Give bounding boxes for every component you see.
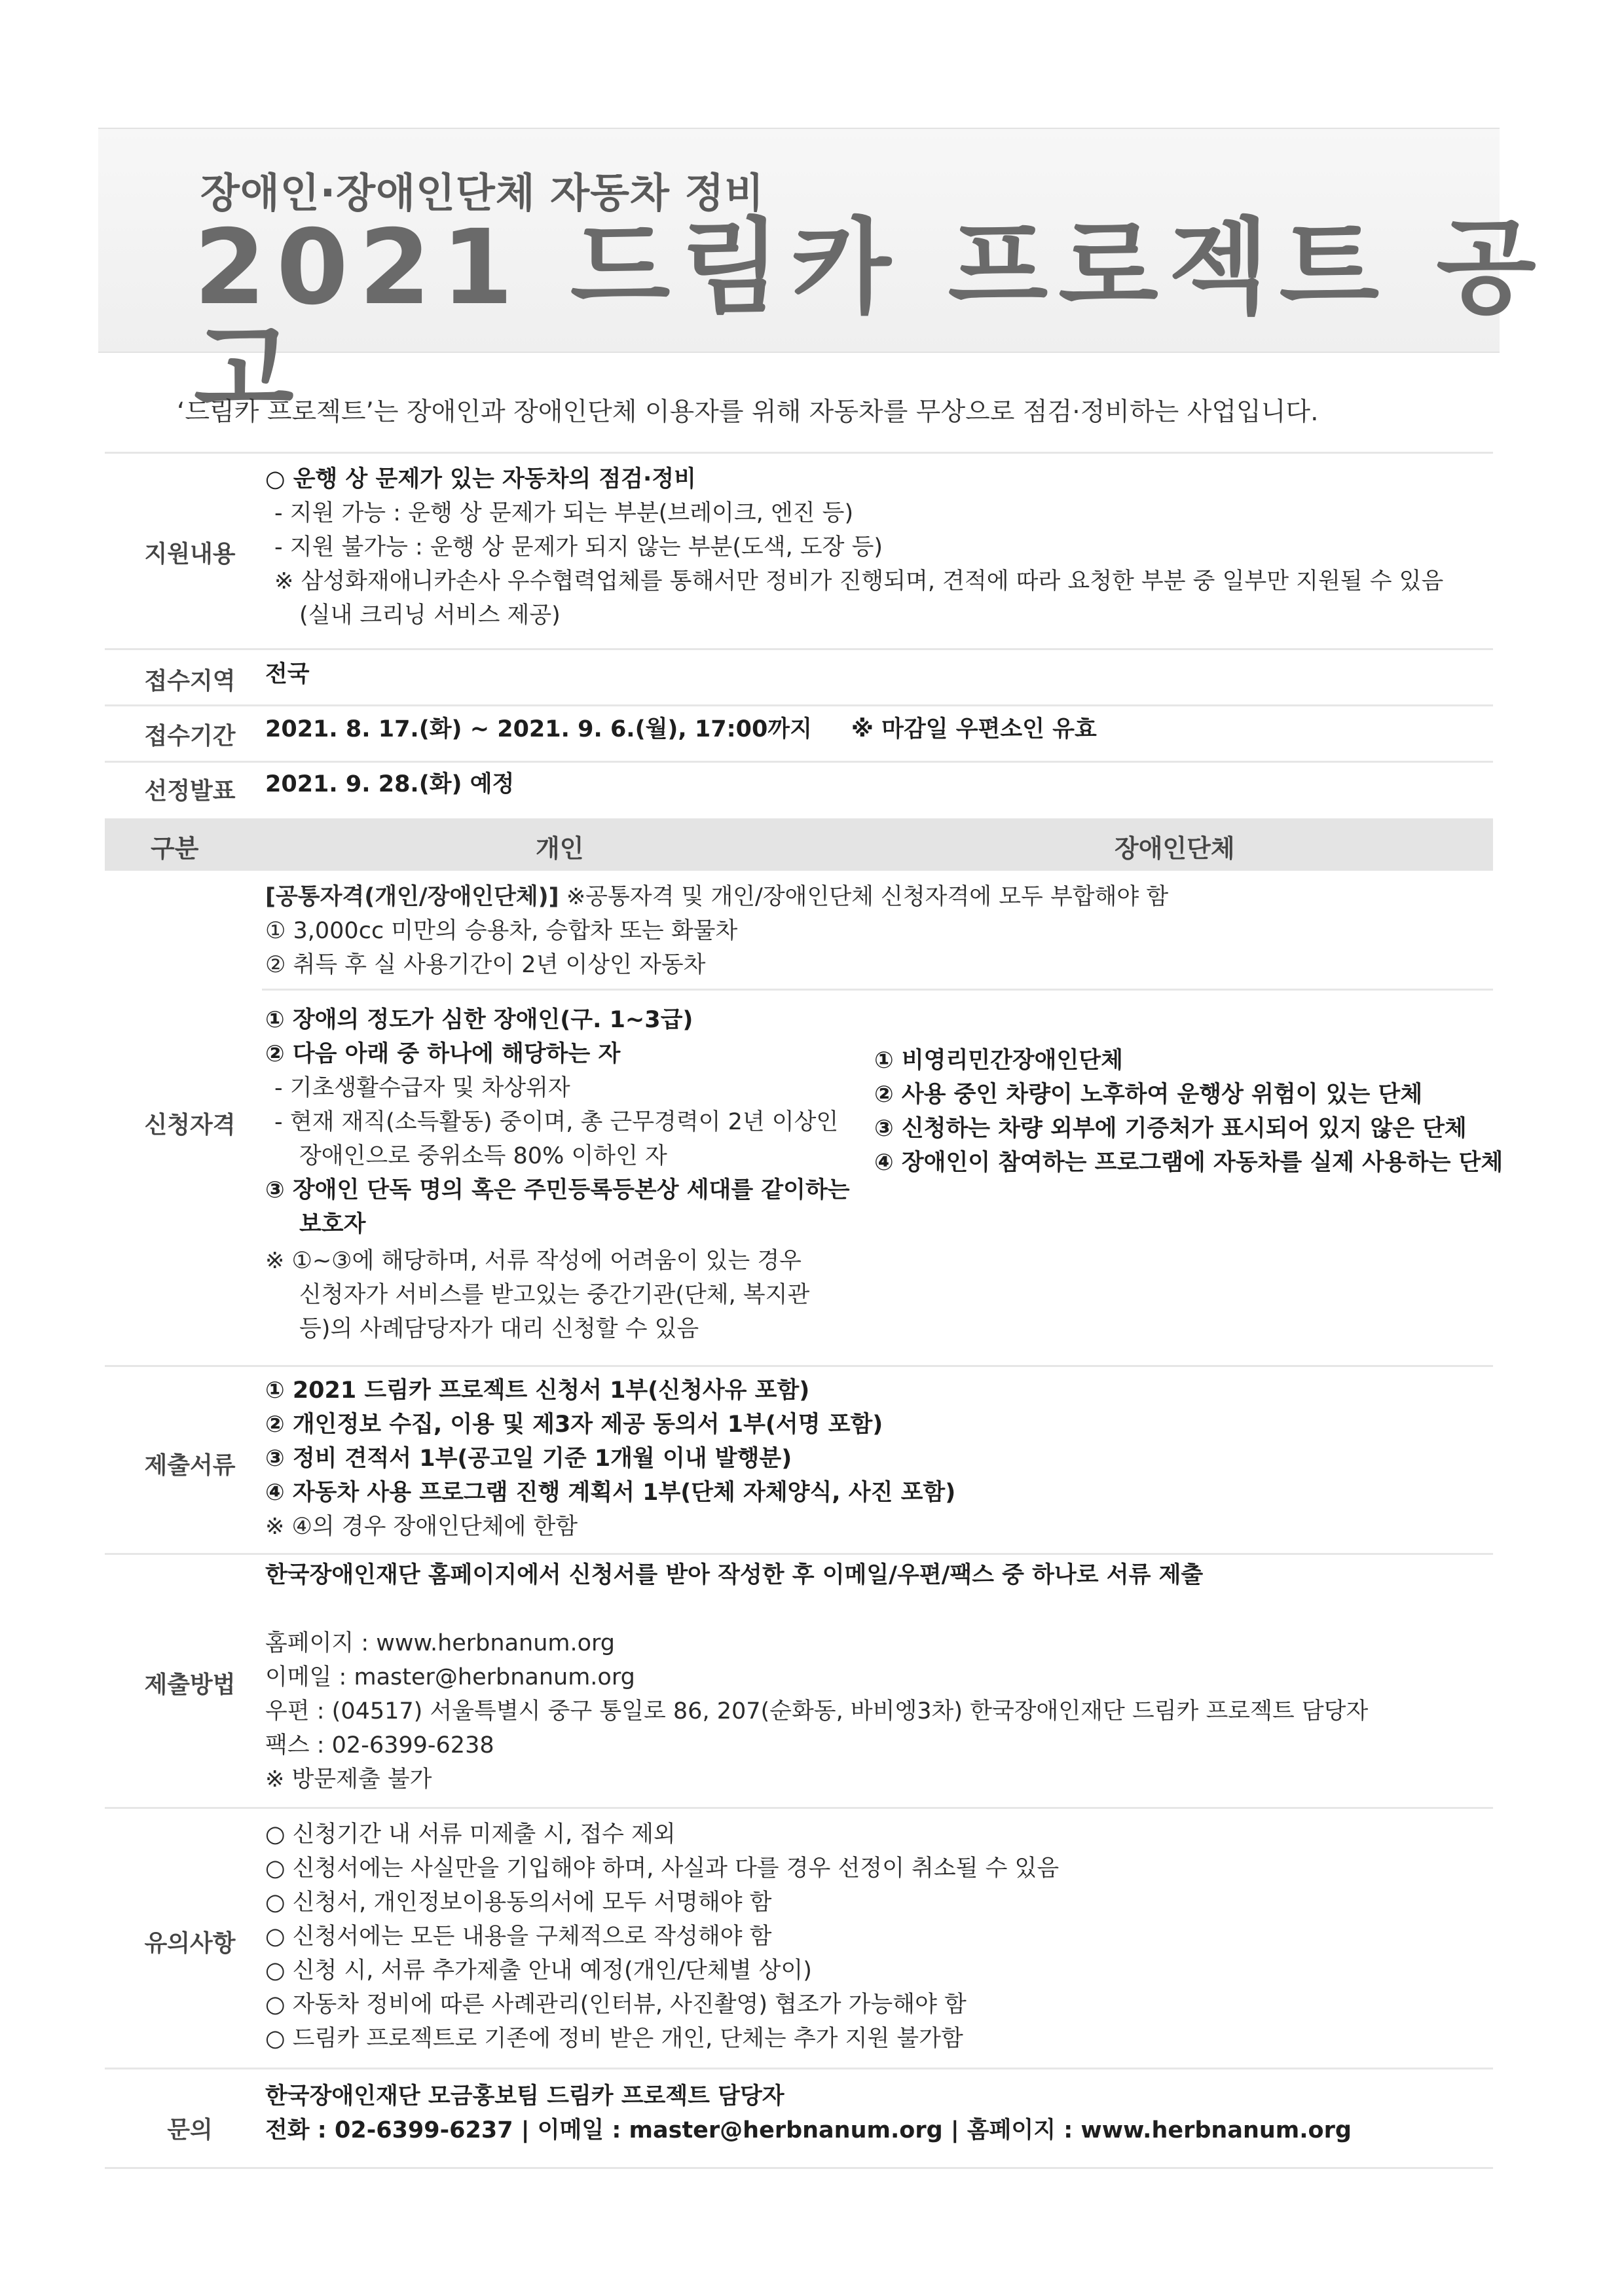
individual-item: 보호자 <box>299 1211 366 1237</box>
divider <box>105 2167 1493 2169</box>
header-individual: 개인 <box>536 834 584 863</box>
notes-label: 유의사항 <box>144 1930 236 1957</box>
individual-item: ① 장애의 정도가 심한 장애인(구. 1~3급) <box>265 1007 693 1033</box>
divider <box>105 704 1493 706</box>
individual-note-line: ※ ①~③에 해당하며, 서류 작성에 어려움이 있는 경우 <box>265 1248 802 1274</box>
method-line: 홈페이지 : www.herbnanum.org <box>265 1630 616 1656</box>
divider <box>105 452 1493 454</box>
document-item: ① 2021 드림카 프로젝트 신청서 1부(신청사유 포함) <box>265 1377 810 1404</box>
region-value: 전국 <box>265 661 310 687</box>
note-item: ○ 자동차 정비에 따른 사례관리(인터뷰, 사진촬영) 협조가 가능해야 함 <box>265 1992 967 2018</box>
group-item: ② 사용 중인 차량이 노후하여 운행상 위험이 있는 단체 <box>874 1082 1423 1108</box>
method-content <box>265 1558 1368 1796</box>
common-note: ※공통자격 및 개인/장애인단체 신청자격에 모두 부합해야 함 <box>559 884 1169 910</box>
group-eligibility <box>874 1044 1503 1180</box>
document-item: ※ ④의 경우 장애인단체에 한함 <box>265 1514 578 1540</box>
group-item: ④ 장애인이 참여하는 프로그램에 자동차를 실제 사용하는 단체 <box>874 1150 1504 1176</box>
support-content <box>265 462 1443 632</box>
method-line: 팩스 : 02-6399-6238 <box>265 1732 494 1758</box>
method-line: ※ 방문제출 불가 <box>265 1766 432 1793</box>
individual-item: ③ 장애인 단독 명의 혹은 주민등록등본상 세대를 같이하는 <box>265 1177 850 1203</box>
region-content <box>265 657 310 691</box>
contact-content <box>265 2079 1352 2147</box>
group-item: ③ 신청하는 차량 외부에 기증처가 표시되어 있지 않은 단체 <box>874 1116 1467 1142</box>
divider <box>105 1365 1493 1367</box>
document-item: ② 개인정보 수집, 이용 및 제3자 제공 동의서 1부(서명 포함) <box>265 1412 883 1438</box>
contact-line-1: 한국장애인재단 모금홍보팀 드림카 프로젝트 담당자 <box>265 2083 784 2109</box>
region-label: 접수지역 <box>144 668 236 695</box>
divider <box>105 1807 1493 1809</box>
divider <box>105 1553 1493 1555</box>
eligibility-label: 신청자격 <box>144 1112 236 1139</box>
individual-item: 장애인으로 중위소득 80% 이하인 자 <box>299 1143 667 1169</box>
method-line: 우편 : (04517) 서울특별시 중구 통일로 86, 207(순화동, 바비엥3차) 한국장애인재단 드림카 프로젝트 담당자 <box>265 1698 1369 1724</box>
individual-item: ② 다음 아래 중 하나에 해당하는 자 <box>265 1041 621 1067</box>
announce-value: 2021. 9. 28.(화) 예정 <box>265 771 515 797</box>
method-label: 제출방법 <box>144 1671 236 1698</box>
support-label: 지원내용 <box>144 541 236 568</box>
individual-note-line: 등)의 사례담당자가 대리 신청할 수 있음 <box>299 1316 699 1342</box>
document-item: ④ 자동차 사용 프로그램 진행 계획서 1부(단체 자체양식, 사진 포함) <box>265 1480 956 1506</box>
common-item: ② 취득 후 실 사용기간이 2년 이상인 자동차 <box>265 952 706 978</box>
note-item: ○ 드림카 프로젝트로 기존에 정비 받은 개인, 단체는 추가 지원 불가함 <box>265 2026 963 2052</box>
intro-text: ‘드림카 프로젝트’는 장애인과 장애인단체 이용자를 위해 자동차를 무상으로 점검·정비하는 사업입니다. <box>177 397 1319 427</box>
group-item: ① 비영리민간장애인단체 <box>874 1048 1123 1074</box>
period-value: 2021. 8. 17.(화) ~ 2021. 9. 6.(월), 17:00까지 <box>265 716 812 742</box>
document-item: ③ 정비 견적서 1부(공고일 기준 1개월 이내 발행분) <box>265 1446 792 1472</box>
announce-content <box>265 767 514 801</box>
support-line: ※ 삼성화재애니카손사 우수협력업체를 통해서만 정비가 진행되며, 견적에 따라 요청한 부분 중 일부만 지원될 수 있음 <box>274 568 1444 594</box>
divider <box>262 989 1493 991</box>
header-title: 2021 드림카 프로젝트 공고 <box>194 208 1547 431</box>
divider <box>105 2068 1493 2069</box>
header-category: 구분 <box>151 834 199 863</box>
common-item: ① 3,000cc 미만의 승용차, 승합차 또는 화물차 <box>265 918 738 944</box>
common-title: [공통자격(개인/장애인단체)] <box>265 884 559 910</box>
individual-eligibility <box>265 1003 850 1241</box>
note-item: ○ 신청서에는 모든 내용을 구체적으로 작성해야 함 <box>265 1923 772 1950</box>
method-line: 이메일 : master@herbnanum.org <box>265 1664 635 1690</box>
individual-note <box>265 1244 809 1346</box>
note-item: ○ 신청기간 내 서류 미제출 시, 접수 제외 <box>265 1821 676 1848</box>
period-note: ※ 마감일 우편소인 유효 <box>851 716 1097 742</box>
support-line: - 지원 불가능 : 운행 상 문제가 되지 않는 부분(도색, 도장 등) <box>274 534 883 560</box>
divider <box>105 761 1493 763</box>
support-line: - 지원 가능 : 운행 상 문제가 되는 부분(브레이크, 엔진 등) <box>274 500 854 526</box>
eligibility-table-header <box>105 818 1493 871</box>
divider <box>105 648 1493 650</box>
method-lead: 한국장애인재단 홈페이지에서 신청서를 받아 작성한 후 이메일/우편/팩스 중 하나로 서류 제출 <box>265 1562 1204 1588</box>
support-line: (실내 크리닝 서비스 제공) <box>299 602 561 629</box>
individual-note-line: 신청자가 서비스를 받고있는 중간기관(단체, 복지관 <box>299 1282 810 1308</box>
announce-label: 선정발표 <box>144 778 236 805</box>
documents-content <box>265 1374 955 1544</box>
documents-label: 제출서류 <box>144 1452 236 1479</box>
note-item: ○ 신청서에는 사실만을 기입해야 하며, 사실과 다를 경우 선정이 취소될 수 있음 <box>265 1855 1060 1882</box>
notes-content <box>265 1817 1059 2056</box>
note-item: ○ 신청서, 개인정보이용동의서에 모두 서명해야 함 <box>265 1889 772 1916</box>
header-subtitle: 장애인·장애인단체 자동차 정비 <box>200 169 765 217</box>
support-line: ○ 운행 상 문제가 있는 자동차의 점검·정비 <box>265 466 696 492</box>
individual-item: - 현재 재직(소득활동) 중이며, 총 근무경력이 2년 이상인 <box>274 1109 839 1135</box>
contact-line-2: 전화 : 02-6399-6237 | 이메일 : master@herbnanum.org | 홈페이지 : www.herbnanum.org <box>265 2117 1352 2143</box>
note-item: ○ 신청 시, 서류 추가제출 안내 예정(개인/단체별 상이) <box>265 1958 812 1984</box>
period-label: 접수기간 <box>144 723 236 750</box>
common-eligibility <box>265 880 1168 982</box>
contact-label: 문의 <box>167 2117 213 2143</box>
header-group: 장애인단체 <box>1115 834 1235 863</box>
period-content <box>265 712 1097 746</box>
individual-item: - 기초생활수급자 및 차상위자 <box>274 1075 570 1101</box>
